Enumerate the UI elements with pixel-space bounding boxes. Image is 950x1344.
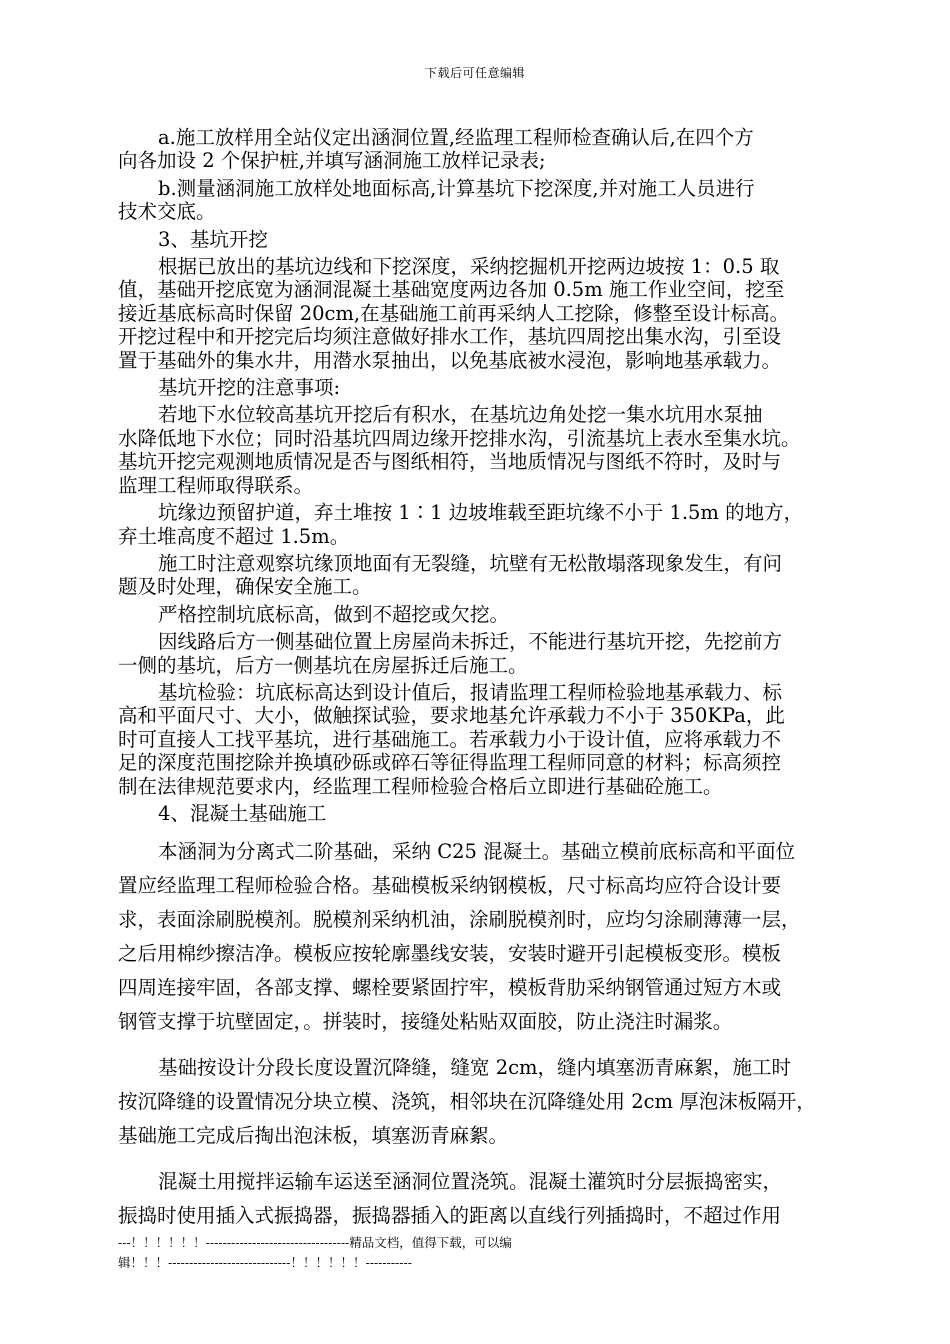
- document-body: [118, 126, 888, 1233]
- paragraph-line: 根据已放出的基坑边线和下挖深度，采纳挖掘机开挖两边坡按 1：0.5 取: [158, 255, 780, 279]
- paragraph-line: 本涵洞为分离式二阶基础，采纳 C25 混凝土。基础立模前底标高和平面位: [158, 840, 796, 864]
- paragraph-line: 基础按设计分段长度设置沉降缝，缝宽 2cm，缝内填塞沥青麻絮，施工时: [158, 1056, 792, 1080]
- paragraph-line: 开挖过程中和开挖完后均须注意做好排水工作，基坑四周挖出集水沟，引至设: [118, 325, 782, 349]
- paragraph-line: 严格控制坑底标高，做到不超挖或欠挖。: [158, 602, 510, 626]
- page-header: 下载后可任意编辑: [424, 66, 525, 80]
- paragraph-line: 足的深度范围挖除并换填砂砾或碎石等征得监理工程师同意的材料；标高须控: [118, 751, 782, 775]
- paragraph-line: 置应经监理工程师检验合格。基础模板采纳钢模板，尺寸标高均应符合设计要: [118, 874, 782, 898]
- footer-line: 辑！！！-----------------------------！！！！！！-----------: [118, 1255, 412, 1270]
- paragraph-line: 四周连接牢固，各部支撑、螺栓要紧固拧牢，模板背肋采纳钢管通过短方木或: [118, 976, 782, 1000]
- paragraph-line: 水降低地下水位；同时沿基坑四周边缘开挖排水沟，引流基坑上表水至集水坑。: [118, 426, 801, 450]
- paragraph-line: 监理工程师取得联系。: [118, 473, 314, 497]
- paragraph-line: 基坑检验：坑底标高达到设计值后，报请监理工程师检验地基承载力、标: [158, 680, 783, 704]
- paragraph-line: 施工时注意观察坑缘顶地面有无裂缝，坑壁有无松散塌落现象发生，有问: [158, 551, 783, 575]
- paragraph-line: 时可直接人工找平基坑，进行基础施工。若承载力小于设计值，应将承载力不: [118, 727, 782, 751]
- paragraph-line: 高和平面尺寸、大小，做触探试验，要求地基允许承载力不小于 350KPa，此: [118, 704, 785, 728]
- paragraph-line: 题及时处理，确保安全施工。: [118, 575, 372, 599]
- paragraph-line: 按沉降缝的设置情况分块立模、浇筑，相邻块在沉降缝处用 2cm 厚泡沫板隔开，: [118, 1090, 816, 1114]
- paragraph-line: b.测量涵洞施工放样处地面标高,计算基坑下挖深度,并对施工人员进行: [158, 176, 755, 200]
- paragraph-line: 求，表面涂刷脱模剂。脱模剂采纳机油，涂刷脱模剂时，应均匀涂刷薄薄一层，: [118, 908, 801, 932]
- paragraph-line: 因线路后方一侧基础位置上房屋尚未拆迁，不能进行基坑开挖，先挖前方: [158, 630, 783, 654]
- section-heading: 4、混凝土基础施工: [158, 801, 327, 825]
- paragraph-line: 振捣时使用插入式振捣器，振捣器插入的距离以直线行列插捣时，不超过作用: [118, 1204, 782, 1228]
- paragraph-line: 若地下水位较高基坑开挖后有积水，在基坑边角处挖一集水坑用水泵抽: [158, 403, 763, 427]
- paragraph-line: 技术交底。: [118, 200, 216, 224]
- paragraph-line: 钢管支撑于坑壁固定，。拼装时，接缝处粘贴双面胶，防止浇注时漏浆。: [118, 1010, 733, 1034]
- paragraph-line: 坑缘边预留护道，弃土堆按 1∶1 边坡堆载至距坑缘不小于 1.5m 的地方，: [158, 501, 804, 525]
- paragraph-line: 制在法律规范要求内，经监理工程师检验合格后立即进行基础砼施工。: [118, 774, 723, 798]
- paragraph-line: 一侧的基坑，后方一侧基坑在房屋拆迁后施工。: [118, 653, 528, 677]
- paragraph-line: 基坑开挖完观测地质情况是否与图纸相符，当地质情况与图纸不符时，及时与: [118, 450, 782, 474]
- paragraph-line: 值，基础开挖底宽为涵洞混凝土基础宽度两边各加 0.5m 施工作业空间，挖至: [118, 278, 785, 302]
- footer-line: ---！！！！！！----------------------------------精品文档，值得下载，可以编: [118, 1235, 512, 1250]
- paragraph-line: 弃土堆高度不超过 1.5m。: [118, 524, 350, 548]
- paragraph-line: 之后用棉纱擦洁净。模板应按轮廓墨线安装，安装时避开引起模板变形。模板: [118, 942, 782, 966]
- paragraph-line: a.施工放样用全站仪定出涵洞位置,经监理工程师检查确认后,在四个方: [158, 126, 754, 149]
- paragraph-line: 置于基础外的集水井，用潜水泵抽出，以免基底被水浸泡，影响地基承载力。: [118, 348, 782, 372]
- paragraph-line: 基础施工完成后掏出泡沫板，填塞沥青麻絮。: [118, 1124, 509, 1148]
- paragraph-line: 基坑开挖的注意事项:: [158, 376, 341, 400]
- paragraph-line: 向各加设 2 个保护桩,并填写涵洞施工放样记录表;: [118, 149, 546, 173]
- page-footer: [118, 1233, 858, 1273]
- section-heading: 3、基坑开挖: [158, 227, 268, 251]
- paragraph-line: 接近基底标高时保留 20cm,在基础施工前再采纳人工挖除，修整至设计标高。: [118, 301, 790, 325]
- paragraph-line: 混凝土用搅拌运输车运送至涵洞位置浇筑。混凝土灌筑时分层振捣密实，: [158, 1170, 783, 1194]
